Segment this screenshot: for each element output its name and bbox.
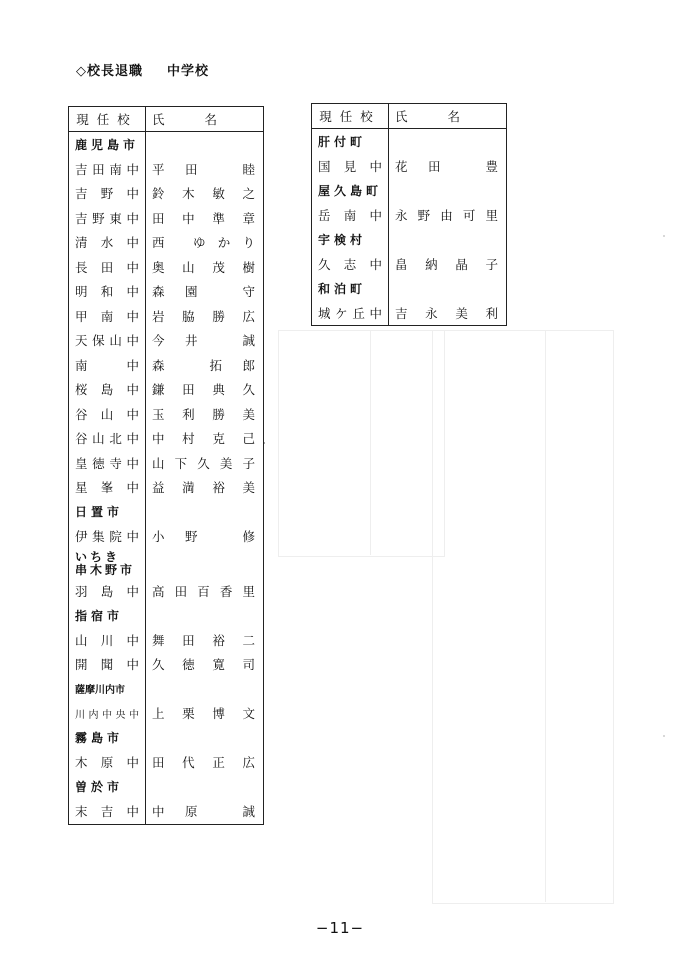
school-cell: 岳南中 xyxy=(312,203,389,228)
school-cell: 吉野中 xyxy=(69,181,146,206)
table-row xyxy=(312,203,507,228)
name-cell: 中原 誠 xyxy=(152,804,256,820)
municipality-name: 指宿市 xyxy=(69,603,146,628)
school-cell: 明和中 xyxy=(69,279,146,304)
table-row xyxy=(69,328,264,353)
empty-cell xyxy=(146,677,264,702)
name-cell: 吉永美利 xyxy=(395,305,499,321)
name-cell: 奥山茂樹 xyxy=(152,259,256,275)
municipality-row xyxy=(312,227,507,252)
table-row xyxy=(69,377,264,402)
school-cell: 長田中 xyxy=(69,255,146,280)
name-cell: 久徳寛司 xyxy=(152,657,256,673)
school-cell: 国見中 xyxy=(312,154,389,179)
municipality-row xyxy=(69,775,264,800)
school-cell: 山川中 xyxy=(69,628,146,653)
name-cell: 小野 修 xyxy=(152,529,256,545)
school-cell: 吉野東中 xyxy=(69,206,146,231)
table-row xyxy=(69,353,264,378)
municipality-name: 薩摩川内市 xyxy=(69,677,146,702)
municipality-name: 和泊町 xyxy=(312,276,389,301)
empty-cell xyxy=(146,132,264,157)
school-cell: 甲南中 xyxy=(69,304,146,329)
retiree-table-left xyxy=(68,106,264,825)
name-cell: 岩脇勝広 xyxy=(152,308,256,324)
school-cell: 天保山中 xyxy=(69,328,146,353)
municipality-row xyxy=(69,549,264,579)
table-row xyxy=(69,426,264,451)
empty-cell xyxy=(146,500,264,525)
empty-cell xyxy=(389,227,507,252)
table-header-row xyxy=(69,107,264,132)
municipality-name: 曽於市 xyxy=(69,775,146,800)
table-row xyxy=(69,701,264,726)
heading-school-type: 中学校 xyxy=(167,64,210,79)
name-cell: 中村克己 xyxy=(152,431,256,447)
name-cell: 山下久美子 xyxy=(152,455,256,471)
column-header-school: 現任校 xyxy=(69,107,146,132)
municipality-row xyxy=(69,500,264,525)
table-row xyxy=(69,579,264,604)
municipality-name: 霧島市 xyxy=(69,726,146,751)
table-row xyxy=(69,157,264,182)
school-cell: 羽島中 xyxy=(69,579,146,604)
municipality-row xyxy=(69,726,264,751)
school-cell: 南中 xyxy=(69,353,146,378)
table-row xyxy=(69,750,264,775)
municipality-name: 屋久島町 xyxy=(312,178,389,203)
name-cell: 鈴木敏之 xyxy=(152,186,256,202)
municipality-name: 日置市 xyxy=(69,500,146,525)
school-cell: 木原中 xyxy=(69,750,146,775)
name-cell: 森園 守 xyxy=(152,284,256,300)
empty-cell xyxy=(146,775,264,800)
show-through-table xyxy=(432,330,614,904)
empty-cell xyxy=(389,129,507,154)
name-cell: 花田 豊 xyxy=(395,158,499,174)
table-row xyxy=(69,304,264,329)
name-cell: 永野由可里 xyxy=(395,207,499,223)
school-cell: 伊集院中 xyxy=(69,524,146,549)
table-row xyxy=(69,475,264,500)
school-cell: 桜島中 xyxy=(69,377,146,402)
page-number: −11− xyxy=(315,919,365,937)
school-cell: 川内中央中 xyxy=(69,701,146,726)
empty-cell xyxy=(146,549,264,579)
school-cell: 谷山中 xyxy=(69,402,146,427)
name-cell: 高田百香里 xyxy=(152,583,256,599)
name-cell: 鎌田典久 xyxy=(152,382,256,398)
show-through-line xyxy=(370,330,371,555)
column-header-name: 氏名 xyxy=(146,107,264,132)
name-cell: 今井 誠 xyxy=(152,333,256,349)
name-cell: 益満裕美 xyxy=(152,480,256,496)
table-row xyxy=(69,524,264,549)
table-header-row xyxy=(312,104,507,129)
municipality-name: 肝付町 xyxy=(312,129,389,154)
table-row xyxy=(69,451,264,476)
table-row xyxy=(69,628,264,653)
table-row xyxy=(312,252,507,277)
heading-title: ◇校長退職 xyxy=(76,64,143,79)
column-header-name: 氏名 xyxy=(389,104,507,129)
table-row xyxy=(69,206,264,231)
section-heading xyxy=(76,60,209,79)
name-cell: 上栗博文 xyxy=(152,706,256,722)
municipality-name xyxy=(69,549,146,579)
empty-cell xyxy=(146,603,264,628)
table-row xyxy=(69,181,264,206)
name-cell: 田中準章 xyxy=(152,210,256,226)
name-cell: 平田 睦 xyxy=(152,161,256,177)
speck xyxy=(663,235,665,237)
retiree-table-right xyxy=(311,103,507,326)
school-cell: 城ケ丘中 xyxy=(312,301,389,326)
table-body-left xyxy=(69,132,264,825)
table-row xyxy=(312,301,507,326)
table-row xyxy=(69,230,264,255)
table-row xyxy=(69,652,264,677)
municipality-row xyxy=(69,603,264,628)
show-through-table xyxy=(278,330,445,557)
name-cell: 舞田裕二 xyxy=(152,632,256,648)
table-row xyxy=(69,255,264,280)
municipality-name-line1: いちき xyxy=(75,549,121,564)
name-cell: 畠納晶子 xyxy=(395,256,499,272)
municipality-row xyxy=(312,276,507,301)
school-cell: 清水中 xyxy=(69,230,146,255)
municipality-row xyxy=(69,132,264,157)
school-cell: 皇徳寺中 xyxy=(69,451,146,476)
school-cell: 開聞中 xyxy=(69,652,146,677)
table-body-right xyxy=(312,129,507,326)
table-row xyxy=(69,279,264,304)
name-cell: 玉利勝美 xyxy=(152,406,256,422)
empty-cell xyxy=(146,726,264,751)
table-row xyxy=(69,799,264,824)
school-cell: 星峯中 xyxy=(69,475,146,500)
school-cell: 谷山北中 xyxy=(69,426,146,451)
school-cell: 末吉中 xyxy=(69,799,146,824)
empty-cell xyxy=(389,178,507,203)
name-cell: 西 ゆかり xyxy=(152,235,256,251)
municipality-name: 宇検村 xyxy=(312,227,389,252)
name-cell: 森 拓郎 xyxy=(152,357,256,373)
empty-cell xyxy=(389,276,507,301)
table-row xyxy=(69,402,264,427)
name-cell: 田代正広 xyxy=(152,755,256,771)
show-through-line xyxy=(545,330,546,902)
municipality-row xyxy=(69,677,264,702)
municipality-name: 鹿児島市 xyxy=(69,132,146,157)
municipality-row xyxy=(312,129,507,154)
school-cell: 吉田南中 xyxy=(69,157,146,182)
table-row xyxy=(312,154,507,179)
municipality-name-line2: 串木野市 xyxy=(75,562,136,577)
column-header-school: 現任校 xyxy=(312,104,389,129)
municipality-row xyxy=(312,178,507,203)
school-cell: 久志中 xyxy=(312,252,389,277)
speck xyxy=(663,735,665,737)
